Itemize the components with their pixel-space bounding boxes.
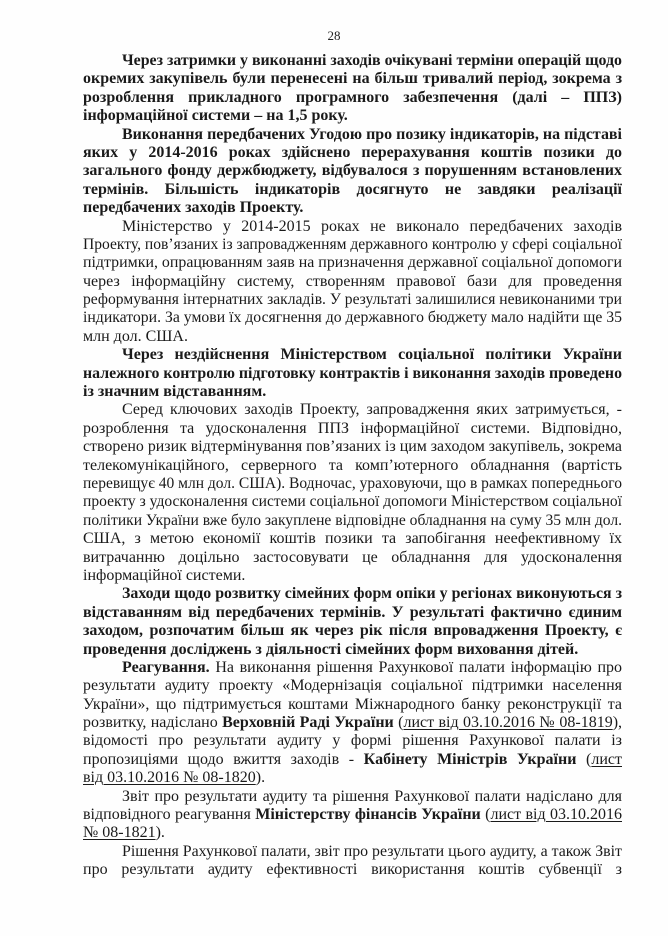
text-line	[83, 567, 622, 585]
text-run: реформування інтернатних закладів. У результаті залишилися невиконаними три	[83, 291, 622, 309]
text-line	[83, 420, 622, 438]
bold-text: заходом, розпочатим більш як через рік після впровадження Проекту, є	[83, 622, 622, 640]
text-line	[83, 512, 622, 530]
bold-text: інформаційної системи – на 1,5 року.	[83, 107, 348, 125]
paragraph-p8	[83, 788, 622, 843]
text-line	[83, 824, 622, 842]
paragraph-p7	[83, 659, 622, 788]
text-line	[83, 70, 622, 88]
bold-text: передбачених заходів Проекту.	[83, 199, 304, 217]
paragraph-p4	[83, 346, 622, 401]
text-line	[83, 346, 622, 364]
paragraph-p1	[83, 52, 622, 126]
bold-text: належного контролю підготовку контрактів і виконання заходів проведено	[83, 364, 622, 382]
text-line	[83, 254, 622, 272]
text-run: індикатори. За умови їх досягнення до державного бюджету мало надійти ще 35	[83, 309, 622, 327]
bold-entity: Реагування.	[122, 658, 210, 676]
text-run: ),	[612, 714, 623, 732]
bold-text: із значним відставанням.	[83, 383, 267, 401]
text-run: ).	[255, 769, 266, 787]
text-line	[83, 475, 622, 493]
letter-reference-link[interactable]: лист	[591, 750, 622, 768]
bold-entity: Міністерству фінансів України	[255, 806, 481, 824]
text-line	[83, 52, 622, 70]
text-run: про результати аудиту ефективності використання коштів субвенції з	[83, 861, 622, 879]
text-run: створено ризик відтермінування пов’язаних із цим заходом закупівель, зокрема	[83, 438, 622, 456]
text-run: результати аудиту проекту «Модернізація соціальної підтримки населення	[83, 677, 622, 695]
text-run: (	[576, 750, 592, 768]
text-run: проекту з удосконалення системи соціальної допомоги Міністерством соціальної	[83, 493, 622, 511]
text-run: перевищує 40 млн дол. США). Водночас, ураховуючи, що в рамках попереднього	[83, 474, 622, 492]
letter-reference-link[interactable]: лист від 03.10.2016 № 08-1819	[403, 714, 613, 732]
text-line	[83, 162, 622, 180]
text-line	[83, 788, 622, 806]
text-line	[83, 622, 622, 640]
text-line	[83, 861, 622, 879]
text-line	[83, 604, 622, 622]
letter-reference-link[interactable]: № 08-1821	[83, 824, 156, 842]
text-run: Проекту, пов’язаних із запровадженням державного контролю у сфері соціальної	[83, 235, 622, 253]
text-line	[83, 328, 622, 346]
bold-text: Через затримки у виконанні заходів очікувані терміни операцій щодо	[122, 52, 622, 69]
text-line	[83, 438, 622, 456]
paragraph-p6	[83, 585, 622, 659]
text-run: (	[393, 714, 404, 732]
bold-text: окремих закупівель були перенесені на більш тривалий період, зокрема з	[83, 70, 622, 88]
text-line	[83, 107, 622, 125]
bold-text: відставанням від передбачених термінів. У результаті фактично єдиним	[83, 603, 622, 621]
text-run: телекомунікаційного, серверного та комп’ютерного обладнання (вартість	[83, 456, 622, 474]
text-line	[83, 199, 622, 217]
text-run: витрачанню доцільно застосовувати це обладнання для удосконалення	[83, 548, 622, 566]
page-number: 28	[327, 28, 341, 43]
text-run: На виконання рішення Рахункової палати інформацію про	[209, 658, 622, 676]
text-line	[83, 677, 622, 695]
text-run: відповідного реагування	[83, 806, 256, 824]
text-run: відомості про результати аудиту у формі рішення Рахункової палати із	[83, 732, 622, 750]
text-line	[83, 769, 622, 787]
text-run: політики України вже було закуплене відповідне обладнання на суму 35 млн дол.	[83, 511, 622, 529]
bold-text: термінів. Більшість індикаторів досягнуто не завдяки реалізації	[83, 180, 622, 198]
bold-text: Виконання передбачених Угодою про позику індикаторів, на підставі	[122, 125, 622, 143]
paragraph-p3	[83, 218, 622, 347]
text-run: інформаційної системи.	[83, 566, 246, 584]
text-run: Серед ключових заходів Проекту, запровадження яких затримується, -	[122, 401, 622, 419]
text-run: Міністерство у 2014-2015 роках не виконало передбачених заходів	[122, 217, 622, 235]
bold-entity: Кабінету Міністрів України	[363, 750, 577, 768]
document-body	[83, 52, 622, 880]
text-line	[83, 806, 622, 824]
text-line	[83, 273, 622, 291]
text-line	[83, 144, 622, 162]
bold-text: Заходи щодо розвитку сімейних форм опіки у регіонах виконуються з	[122, 585, 622, 603]
text-run: Рішення Рахункової палати, звіт про результати цього аудиту, а також Звіт	[122, 842, 622, 860]
text-line	[83, 236, 622, 254]
text-line	[83, 218, 622, 236]
text-run: пропозиціями щодо вжиття заходів -	[83, 750, 364, 768]
text-run: розвитку, надіслано	[83, 714, 223, 732]
text-line	[83, 696, 622, 714]
bold-text: яких у 2014-2016 роках здійснено перерахування коштів позики до	[83, 143, 622, 161]
paragraph-p9	[83, 843, 622, 880]
text-run: (	[480, 806, 491, 824]
text-line	[83, 365, 622, 383]
text-run: млн дол. США.	[83, 327, 188, 345]
text-run: України», що підтримується коштами Міжнародного банку реконструкції та	[83, 695, 622, 713]
text-run: США, з метою економії коштів позики та запобігання неефективному їх	[83, 530, 622, 548]
text-run: підтримки, опрацюванням заяв на призначення державної соціальної допомоги	[83, 254, 622, 272]
text-line	[83, 89, 622, 107]
text-line	[83, 126, 622, 144]
text-line	[83, 585, 622, 603]
bold-text: розроблення прикладного програмного забезпечення (далі – ППЗ)	[83, 88, 622, 106]
text-line	[83, 751, 622, 769]
text-line	[83, 181, 622, 199]
text-line	[83, 291, 622, 309]
text-line	[83, 530, 622, 548]
text-line	[83, 641, 622, 659]
text-line	[83, 457, 622, 475]
text-line	[83, 843, 622, 861]
letter-reference-link[interactable]: від 03.10.2016 № 08-1820	[83, 769, 256, 787]
text-line	[83, 732, 622, 750]
bold-text: Через нездійснення Міністерством соціальної політики України	[122, 346, 622, 364]
paragraph-p5	[83, 401, 622, 585]
text-line	[83, 401, 622, 419]
text-run: розроблення та удосконалення ППЗ інформаційної системи. Відповідно,	[83, 419, 622, 437]
text-line	[83, 659, 622, 677]
paragraph-p2	[83, 126, 622, 218]
text-run: через інформаційну систему, створенням правової бази для проведення	[83, 272, 622, 290]
text-line	[83, 549, 622, 567]
text-line	[83, 493, 622, 511]
text-run: Звіт про результати аудиту та рішення Рахункової палати надіслано для	[122, 787, 622, 805]
text-line	[83, 383, 622, 401]
bold-text: загального фонду держбюджету, відбувалося з порушенням встановлених	[83, 162, 622, 180]
text-run: ).	[155, 824, 165, 842]
text-line	[83, 309, 622, 327]
text-line	[83, 714, 622, 732]
bold-entity: Верховній Раді України	[222, 714, 394, 732]
letter-reference-link[interactable]: лист від 03.10.2016	[490, 806, 622, 824]
bold-text: проведення досліджень з діяльності сімейних форм виховання дітей.	[83, 640, 579, 658]
